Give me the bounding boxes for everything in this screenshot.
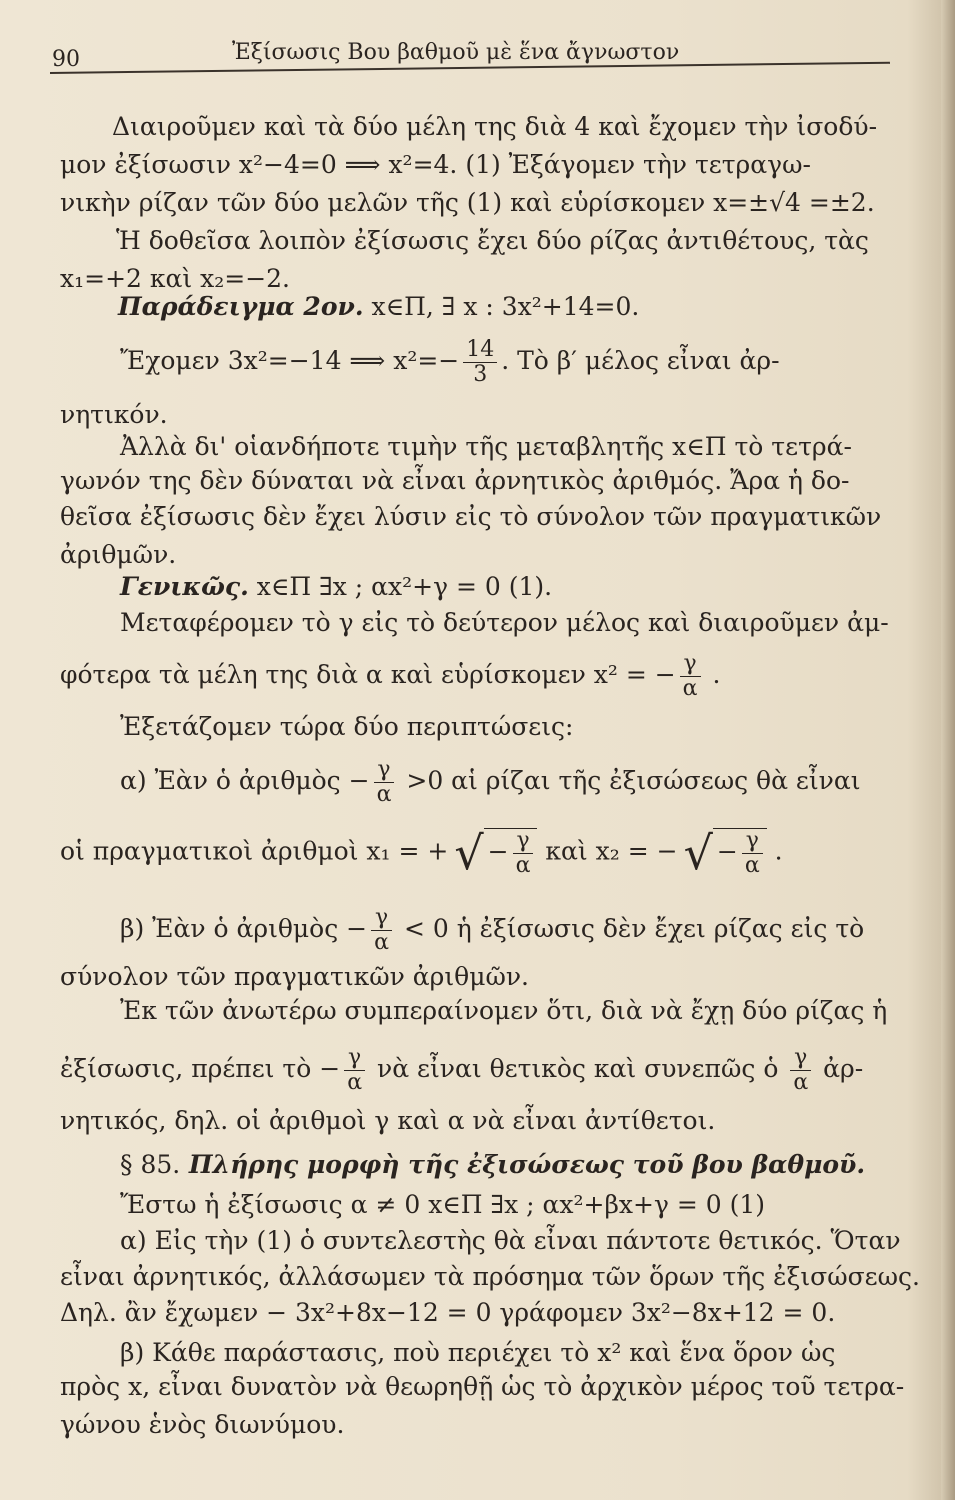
fraction-numerator: γ (680, 652, 701, 677)
text-line: νητικός, δηλ. οἱ ἀριθμοὶ γ καὶ α νὰ εἶναι ἀντίθετοι. (60, 1106, 716, 1135)
page-number: 90 (52, 47, 80, 72)
text-line: νητικόν. (60, 400, 168, 429)
text-span: ἀρ- (815, 1054, 864, 1083)
text-line: Ἀλλὰ δι' οἱανδήποτε τιμὴν τῆς μεταβλητῆς x∈Π τὸ τετρά- (120, 432, 852, 461)
section-heading (120, 1150, 865, 1180)
radicand (484, 828, 538, 878)
text-line (120, 338, 780, 387)
text-line: ἀριθμῶν. (60, 540, 177, 569)
text-span: φότερα τὰ μέλη της διὰ α καὶ εὑρίσκομεν x² = − (60, 660, 676, 689)
text-span: α) Ἐὰν ὁ ἀριθμὸς − (120, 766, 370, 795)
fraction (463, 338, 497, 387)
fraction-denominator: 3 (473, 362, 488, 387)
text-span: . (766, 836, 783, 866)
text-line: πρὸς x, εἶναι δυνατὸν νὰ θεωρηθῇ ὡς τὸ ἀρχικὸν μέρος τοῦ τετρα- (60, 1372, 905, 1401)
fraction-numerator: γ (344, 1046, 365, 1071)
fraction-denominator: α (374, 930, 389, 955)
example-label: Παράδειγμα 2ον. (118, 292, 364, 321)
text-line (60, 828, 783, 878)
fraction-denominator: α (682, 676, 698, 701)
text-line: θεῖσα ἐξίσωσις δὲν ἔχει λύσιν εἰς τὸ σύνολον τῶν πραγματικῶν (60, 502, 882, 531)
text-line: σύνολον τῶν πραγματικῶν ἀριθμῶν. (60, 962, 529, 991)
text-line: Μεταφέρομεν τὸ γ εἰς τὸ δεύτερον μέλος καὶ διαιροῦμεν ἀμ- (120, 608, 889, 637)
fraction-numerator: 14 (463, 338, 497, 363)
text-line: γωνόν της δὲν δύναται νὰ εἶναι ἀρνητικὸς ἀριθμός. Ἄρα ἡ δο- (60, 466, 850, 495)
sqrt-sign: √ (683, 826, 713, 880)
text-span: οἱ πραγματικοὶ ἀριθμοὶ x₁ = + (60, 836, 449, 866)
text-line: Ἡ δοθεῖσα λοιπὸν ἐξίσωσις ἔχει δύο ρίζας ἀντιθέτους, τὰς (116, 226, 869, 255)
text-span: . Τὸ β′ μέλος εἶναι ἀρ- (501, 346, 780, 375)
fraction-denominator: α (347, 1070, 363, 1095)
sqrt-sign: √ (454, 826, 484, 880)
text-span: β) Ἐὰν ὁ ἀριθμὸς − (120, 914, 368, 943)
text-line: x₁=+2 καὶ x₂=−2. (60, 264, 290, 293)
text-line: β) Κάθε παράστασις, ποὺ περιέχει τὸ x² καὶ ἕνα ὅρον ὡς (120, 1338, 836, 1367)
text-line (60, 652, 720, 701)
text-span: >0 αἱ ρίζαι τῆς ἐξισώσεως θὰ εἶναι (398, 766, 861, 795)
text-span: ἐξίσωσις, πρέπει τὸ − (60, 1054, 341, 1083)
fraction-numerator: γ (742, 829, 763, 854)
radicand (713, 828, 767, 878)
fraction-denominator: α (793, 1070, 809, 1095)
text-line: Ἐκ τῶν ἀνωτέρω συμπεραίνομεν ὅτι, διὰ νὰ ἔχῃ δύο ρίζας ἡ (120, 996, 888, 1025)
example-equation: x∈Π, ∃ x : 3x²+14=0. (363, 292, 640, 321)
text-span: . (704, 660, 721, 689)
fraction-denominator: α (744, 853, 760, 878)
fraction (680, 652, 701, 701)
fraction-denominator: α (515, 853, 531, 878)
text-span: Ἔχομεν 3x²=−14 ⟹ x²=− (120, 346, 460, 375)
fraction-denominator: α (376, 782, 392, 807)
fraction (513, 829, 534, 878)
fraction-numerator: γ (371, 906, 392, 931)
section-number: § 85. (120, 1150, 181, 1179)
fraction-numerator: γ (374, 758, 395, 783)
page-edge (941, 0, 955, 1500)
fraction-numerator: γ (513, 829, 534, 854)
running-header: Ἐξίσωσις Βου βαθμοῦ μὲ ἕνα ἄγνωστον (232, 40, 680, 65)
text-span: καὶ x₂ = − (537, 836, 678, 866)
fraction (374, 758, 395, 807)
text-line (60, 1046, 863, 1095)
text-line: Ἔστω ἡ ἐξίσωσις α ≠ 0 x∈Π ∃x ; αx²+βx+γ = 0 (1) (120, 1190, 766, 1219)
minus-sign: − (716, 837, 738, 866)
fraction (344, 1046, 365, 1095)
text-span: νὰ εἶναι θετικὸς καὶ συνεπῶς ὁ (369, 1054, 787, 1083)
text-span: < 0 ἡ ἐξίσωσις δὲν ἔχει ρίζας εἰς τὸ (396, 914, 865, 943)
text-line: Ἐξετάζομεν τώρα δύο περιπτώσεις: (120, 712, 574, 741)
minus-sign: − (487, 837, 509, 866)
text-line: Δηλ. ἂν ἔχωμεν − 3x²+8x−12 = 0 γράφομεν 3x²−8x+12 = 0. (60, 1298, 836, 1327)
text-line: γώνου ἑνὸς διωνύμου. (60, 1410, 345, 1439)
text-line: εἶναι ἀρνητικός, ἀλλάσωμεν τὰ πρόσημα τῶν ὅρων τῆς ἐξισώσεως. (60, 1262, 920, 1291)
text-line (120, 906, 864, 955)
text-line: Διαιροῦμεν καὶ τὰ δύο μέλη της διὰ 4 καὶ ἔχομεν τὴν ἰσοδύ- (112, 112, 878, 141)
fraction (790, 1046, 811, 1095)
fraction (371, 906, 392, 955)
text-line: μον ἐξίσωσιν x²−4=0 ⟹ x²=4. (1) Ἐξάγομεν τὴν τετραγω- (60, 150, 811, 179)
fraction (742, 829, 763, 878)
general-equation: x∈Π ∃x ; αx²+γ = 0 (1). (248, 572, 553, 601)
general-line (120, 572, 552, 602)
text-line: α) Εἰς τὴν (1) ὁ συντελεστὴς θὰ εἶναι πάντοτε θετικός. Ὅταν (120, 1226, 901, 1255)
fraction-numerator: γ (790, 1046, 811, 1071)
general-label: Γενικῶς. (120, 572, 249, 601)
text-line (120, 758, 861, 807)
text-line: νικὴν ρίζαν τῶν δύο μελῶν τῆς (1) καὶ εὑρίσκομεν x=±√4 =±2. (60, 188, 875, 217)
example-line (118, 292, 639, 322)
section-title: Πλήρης μορφὴ τῆς ἐξισώσεως τοῦ βου βαθμοῦ. (180, 1150, 866, 1179)
